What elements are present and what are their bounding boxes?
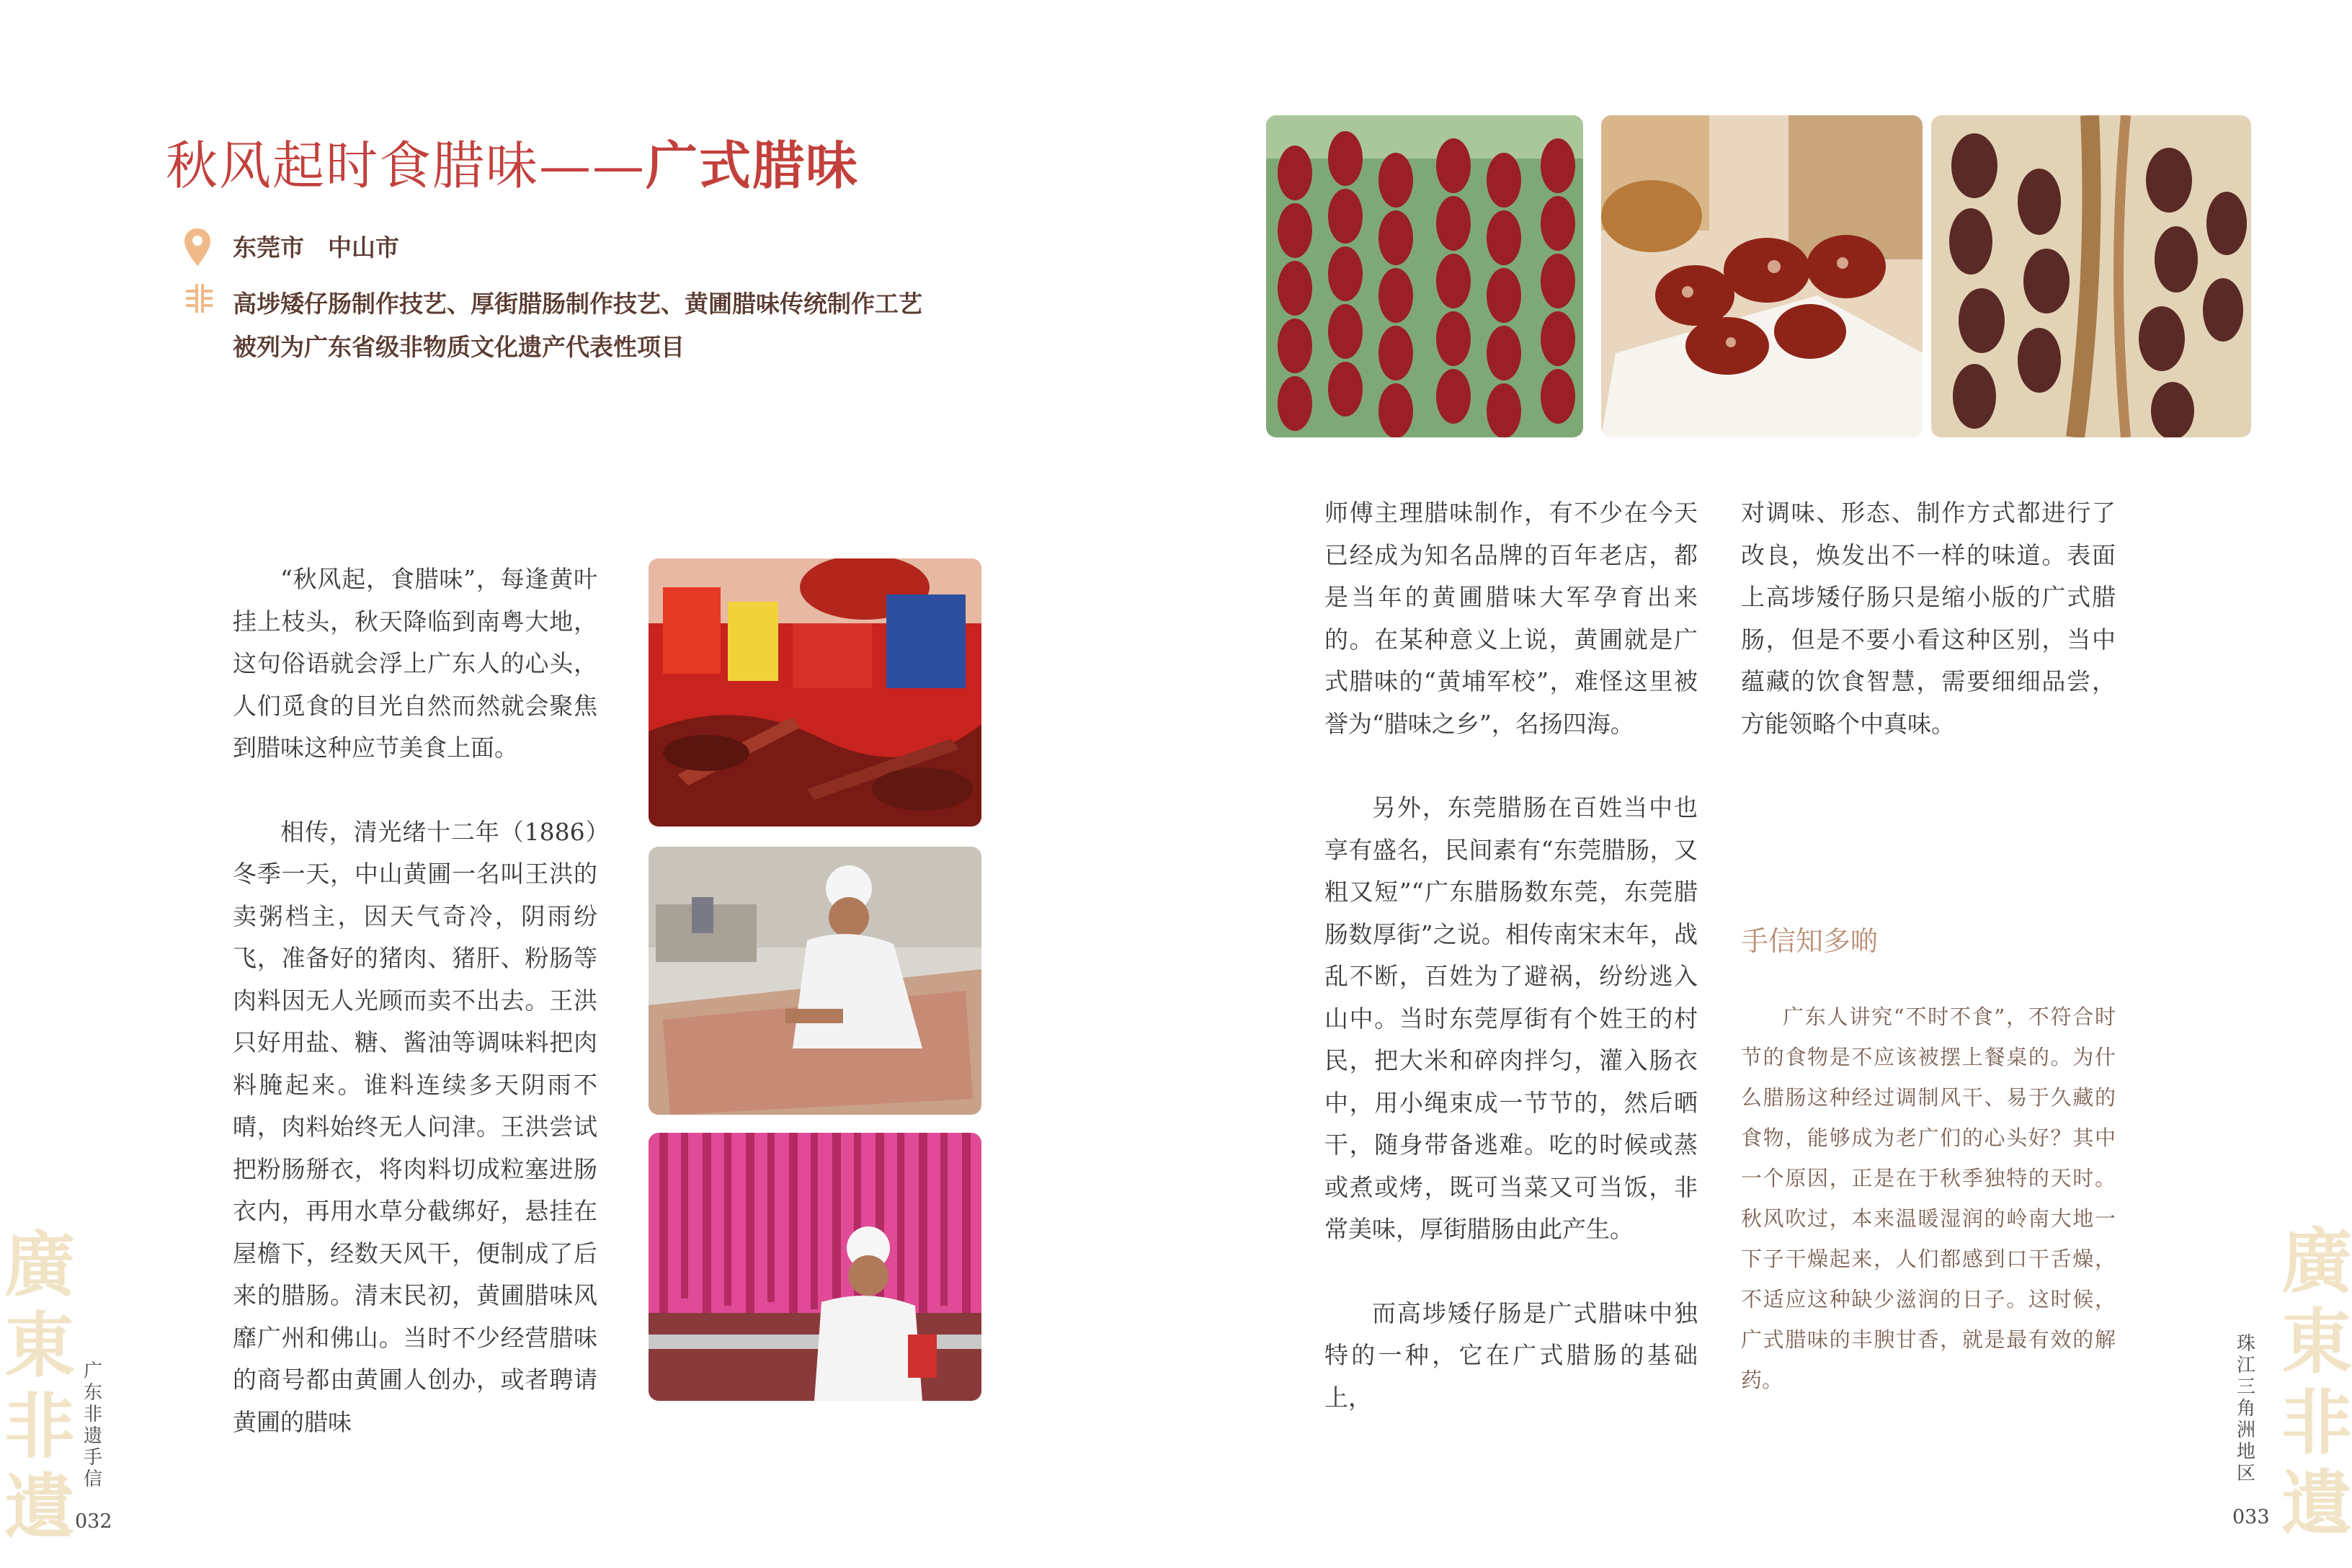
paragraph: “秋风起，食腊味”，每逢黄叶挂上枝头，秋天降临到南粤大地，这句俗语就会浮上广东人的心头，人们觅食的目光自然而然就会聚焦到腊味这种应节美食上面。 (233, 565, 597, 762)
page-title (166, 124, 859, 199)
photo-sausages-on-rack (1931, 115, 2251, 437)
paragraph: 对调味、形态、制作方式都进行了改良，焕发出不一样的味道。表面上高埗矮仔肠只是缩小版的广式腊肠，但是不要小看这种区别，当中蕴藏的饮食智慧，需要细细品尝，方能领略个中真味。 (1741, 499, 2116, 738)
paragraph: 相传，清光绪十二年（1886）冬季一天，中山黄圃一名叫王洪的卖粥档主，因天气奇冷，阴雨纷飞，准备好的猪肉、猪肝、粉肠等肉料因无人光顾而卖不出去。王洪只好用盐、糖、酱油等调味料把肉料腌起来。谁料连续多天阴雨不晴，肉料始终无人问津。王洪尝试把粉肠掰衣，将肉料切成粒塞进肠衣内，再用水草分截绑好，悬挂在屋檐下，经数天风干，便制成了后来的腊肠。清末民初，黄圃腊味风靡广州和佛山。当时不少经营腊味的商号都由黄圃人创办，或者聘请黄圃的腊味 (233, 817, 597, 1436)
tip-box (1741, 997, 2116, 1400)
body-column-2 (1324, 492, 1698, 1419)
location-text: 东莞市 中山市 (233, 233, 399, 262)
photo-drying-sausages (649, 1133, 981, 1401)
title-bold: 广式腊味 (646, 135, 860, 196)
photo-cured-meat-display (649, 558, 981, 827)
paragraph: 师傅主理腊味制作，有不少在今天已经成为知名品牌的百年老店，都是当年的黄圃腊味大军孕育出来的。在某种意义上说，黄圃就是广式腊味的“黄埔军校”，难怪这里被誉为“腊味之乡”，名扬四海。 (1324, 499, 1698, 738)
page-number-right: 033 (2232, 1506, 2270, 1528)
photo-chef-making-sausage (649, 847, 981, 1115)
watermark-left: 廣東非遺 (4, 1224, 75, 1549)
photo-plated-sausages (1601, 115, 1923, 437)
body-column-3 (1741, 492, 2116, 745)
tip-title: 手信知多啲 (1741, 925, 1879, 957)
fei-icon (183, 282, 215, 314)
body-column-1 (233, 558, 597, 1443)
location-pin-icon (183, 227, 212, 267)
region-label-vertical: 珠江三角洲地区 (2236, 1333, 2255, 1484)
watermark-right: 廣東非遺 (2281, 1220, 2352, 1545)
tip-text: 广东人讲究“不时不食”，不符合时节的食物是不应该被摆上餐桌的。为什么腊肠这种经过调制风干、易于久藏的食物，能够成为老广们的心头好？其中一个原因，正是在于秋季独特的天时。秋风吹过，本来温暖湿润的岭南大地一下子干燥起来，人们都感到口干舌燥，不适应这种缺少滋润的日子。这时候，广式腊味的丰腴甘香，就是最有效的解药。 (1741, 1004, 2116, 1392)
paragraph: 而高埗矮仔肠是广式腊味中独特的一种，它在广式腊肠的基础上， (1324, 1298, 1698, 1412)
paragraph: 另外，东莞腊肠在百姓当中也享有盛名，民间素有“东莞腊肠，又粗又短”“广东腊肠数东莞，东莞腊肠数厚街”之说。相传南宋末年，战乱不断，百姓为了避祸，纷纷逃入山中。当时东莞厚街有个姓王的村民，把大米和碎肉拌匀，灌入肠衣中，用小绳束成一节节的，然后晒干，随身带备逃难。吃的时候或蒸或煮或烤，既可当菜又可当饭，非常美味，厚街腊肠由此产生。 (1324, 793, 1698, 1243)
heritage-statement (233, 282, 922, 369)
photo-hanging-sausages (1266, 115, 1583, 437)
heritage-line-1: 高埗矮仔肠制作技艺、厚街腊肠制作技艺、黄圃腊味传统制作工艺 (233, 290, 922, 318)
page-number-left: 032 (75, 1510, 112, 1533)
book-title-vertical: 广东非遗手信 (83, 1360, 102, 1490)
title-main: 秋风起时食腊味—— (166, 135, 646, 196)
heritage-line-2: 被列为广东省级非物质文化遗产代表性项目 (233, 333, 685, 361)
